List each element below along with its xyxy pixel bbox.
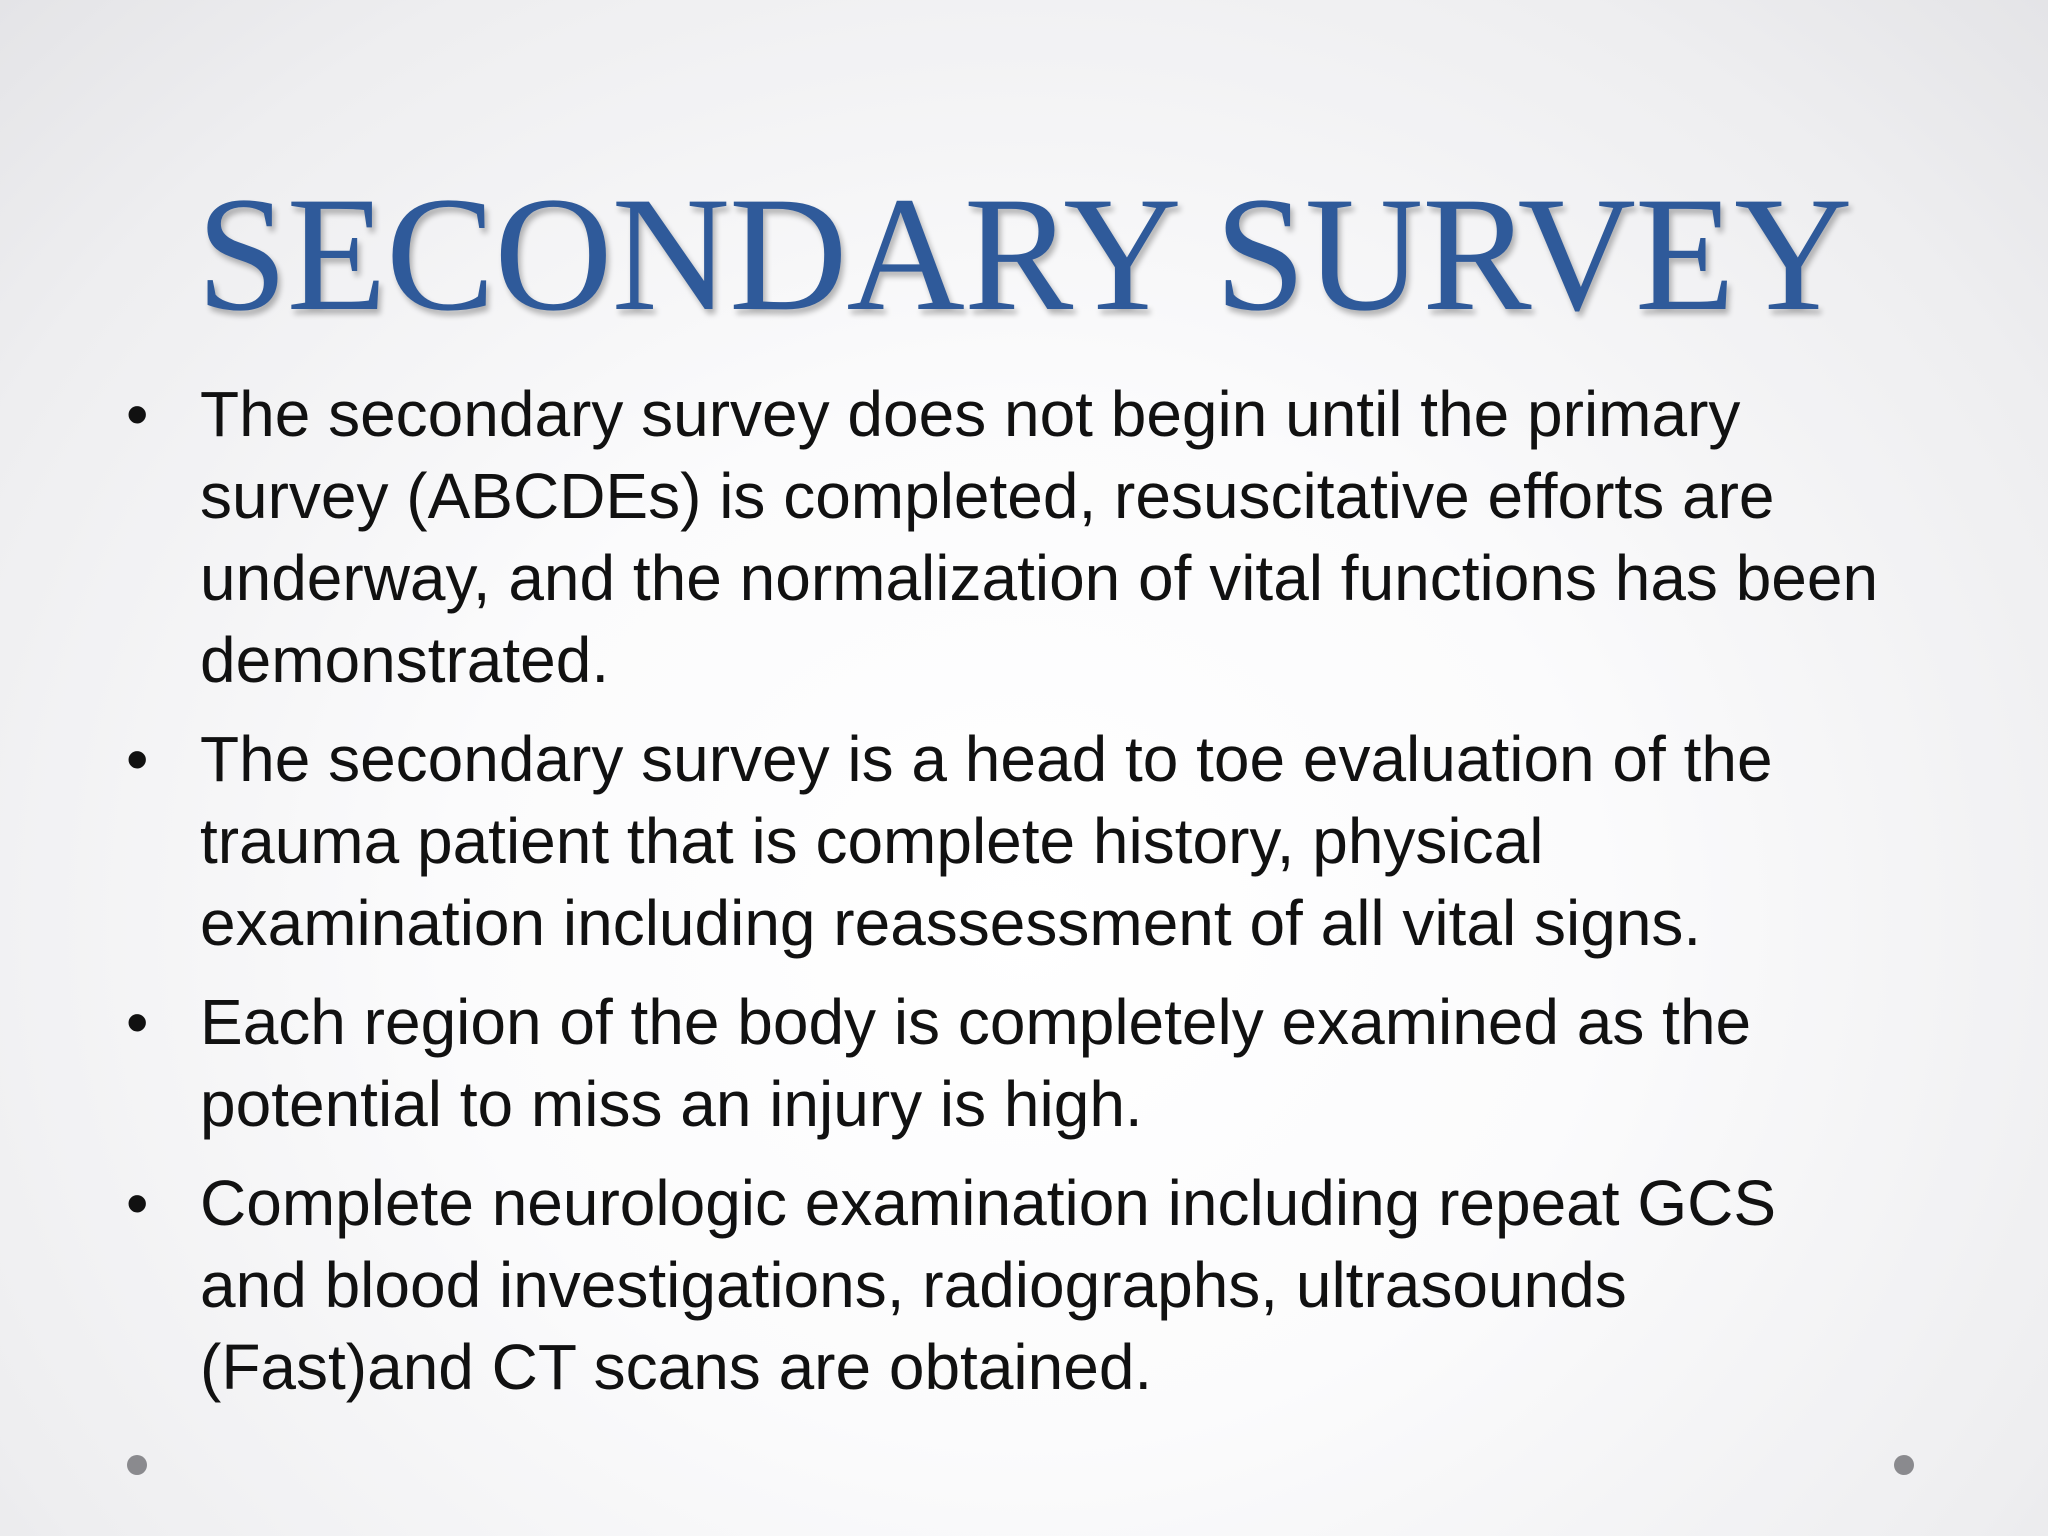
bullet-list bbox=[120, 373, 1900, 1425]
bullet-marker: • bbox=[126, 986, 149, 1058]
decorative-dot-right bbox=[1894, 1455, 1914, 1475]
bullet-marker: • bbox=[126, 378, 149, 450]
bullet-marker: • bbox=[126, 723, 149, 795]
bullet-text: Complete neurologic examination including repeat GCS and blood investigations, radiographs, ultrasounds (Fast)and CT scans are obtained. bbox=[200, 1167, 1776, 1403]
bullet-item bbox=[120, 718, 1900, 964]
decorative-dot-left bbox=[127, 1455, 147, 1475]
slide-title: SECONDARY SURVEY bbox=[196, 164, 1852, 345]
bullet-text: The secondary survey is a head to toe evaluation of the trauma patient that is complete history, physical examination including reassessment of all vital signs. bbox=[200, 723, 1773, 959]
bullet-text: The secondary survey does not begin until the primary survey (ABCDEs) is completed, resuscitative efforts are underway, and the normalization of vital functions has been demonstrated. bbox=[200, 378, 1879, 696]
bullet-item bbox=[120, 373, 1900, 701]
bullet-marker: • bbox=[126, 1167, 149, 1239]
bullet-item bbox=[120, 981, 1900, 1145]
bullet-item bbox=[120, 1162, 1900, 1408]
bullet-text: Each region of the body is completely examined as the potential to miss an injury is high. bbox=[200, 986, 1752, 1140]
